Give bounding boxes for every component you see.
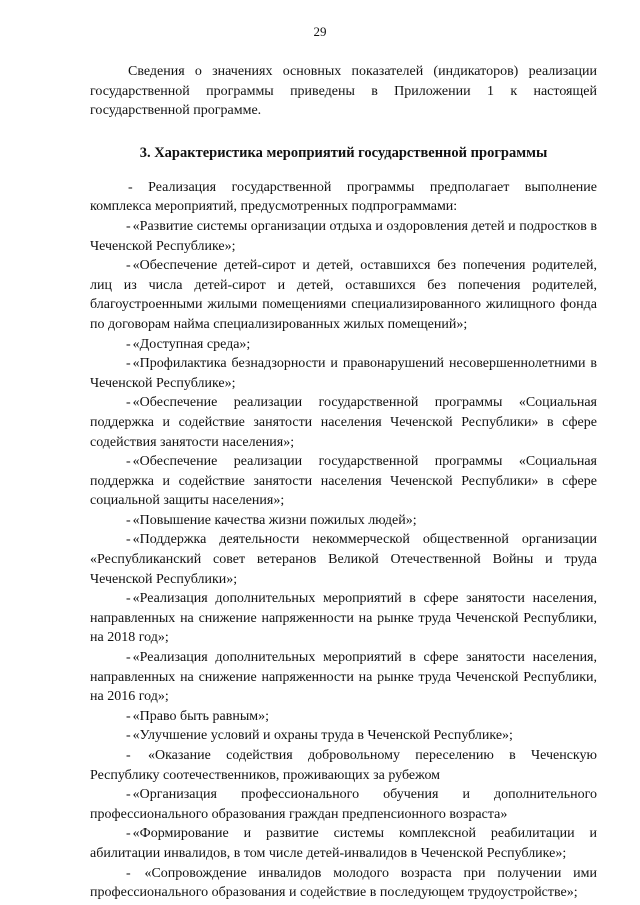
list-item-dash: - [126,356,131,372]
list-item-dash: - [126,336,131,352]
document-body [90,62,597,903]
list-item-text: «Улучшение условий и охраны труда в Чеченской Республике»; [132,728,513,744]
list-item [90,354,597,393]
list-item [90,393,597,452]
list-item [90,452,597,511]
list-item-text: «Формирование и развитие системы комплексной реабилитации и абилитации инвалидов, в том числе детей-инвалидов в Чеченской Республике»; [90,826,597,861]
list-item [90,746,597,785]
list-item-dash: - [126,865,131,881]
list-item [90,217,597,256]
list-item-dash: - [126,708,131,724]
list-item-text: «Обеспечение детей-сирот и детей, оставшихся без попечения родителей, лиц из числа детей-сирот и детей, оставшихся без попечения родителей, благоустроенными жилыми помещениями специализированного жилищного фонда по договорам найма специализированных жилых помещений»; [90,258,597,332]
list-item-dash: - [126,787,131,803]
section-heading: 3. Характеристика мероприятий государственной программы [139,144,548,161]
subprogram-list [90,217,597,903]
page-number: 29 [313,24,327,39]
list-item-dash: - [126,532,131,548]
list-item-text: «Обеспечение реализации государственной программы «Социальная поддержка и содействие занятости населения Чеченской Республики» в сфере содействия занятости населения»; [90,395,597,450]
list-item-text: «Оказание содействия добровольному переселению в Чеченскую Республику соотечественников, проживающих за рубежом [90,748,597,783]
list-item-dash: - [126,218,131,234]
list-item-text: «Повышение качества жизни пожилых людей»; [132,512,417,528]
list-item-text: «Сопровождение инвалидов молодого возраста при получении ими профессионального образования и содействие в последующем трудоустройстве»; [90,865,597,901]
list-item [90,530,597,589]
list-item-dash: - [126,748,131,763]
list-item-dash: - [126,591,131,607]
list-item [90,726,597,746]
list-item [90,864,597,903]
list-item [90,707,597,727]
list-item-text: «Доступная среда»; [132,336,251,352]
list-item-text: «Развитие системы организации отдыха и оздоровления детей и подростков в Чеченской Республике»; [90,218,597,254]
list-item-dash: - [126,454,131,470]
list-item-dash: - [126,650,131,666]
list-item [90,824,597,863]
lead-paragraph: - Реализация государственной программы предполагает выполнение комплекса мероприятий, предусмотренных подпрограммами: [90,179,597,215]
list-item [90,589,597,648]
list-item-dash: - [126,512,131,528]
list-item-dash: - [126,826,131,842]
list-item-text: «Организация профессионального обучения и дополнительного профессионального образования граждан предпенсионного возраста» [90,787,597,822]
list-item-text: «Право быть равным»; [132,708,270,724]
list-item-text: «Реализация дополнительных мероприятий в сфере занятости населения, направленных на снижение напряженности на рынке труда Чеченской Республики, на 2018 год»; [90,591,597,646]
list-item-text: «Профилактика безнадзорности и правонарушений несовершеннолетними в Чеченской Республике»; [90,356,597,391]
list-item [90,335,597,355]
list-item [90,648,597,707]
list-item-dash: - [126,258,131,274]
list-item-text: «Реализация дополнительных мероприятий в сфере занятости населения, направленных на снижение напряженности на рынке труда Чеченской Республики, на 2016 год»; [90,650,597,705]
intro-paragraph: Сведения о значениях основных показателей (индикаторов) реализации государственной программы приведены в Приложении 1 к настоящей государственной программе. [90,64,597,119]
list-item-dash: - [126,728,131,744]
list-item-dash: - [126,395,131,411]
list-item [90,256,597,334]
list-item [90,511,597,531]
list-item [90,785,597,824]
list-item-text: «Поддержка деятельности некоммерческой общественной организации «Республиканский совет ветеранов Великой Отечественной Войны и труда Чеченской Республики»; [90,532,597,587]
list-item-text: «Обеспечение реализации государственной программы «Социальная поддержка и содействие занятости населения Чеченской Республики» в сфере социальной защиты населения»; [90,454,597,509]
